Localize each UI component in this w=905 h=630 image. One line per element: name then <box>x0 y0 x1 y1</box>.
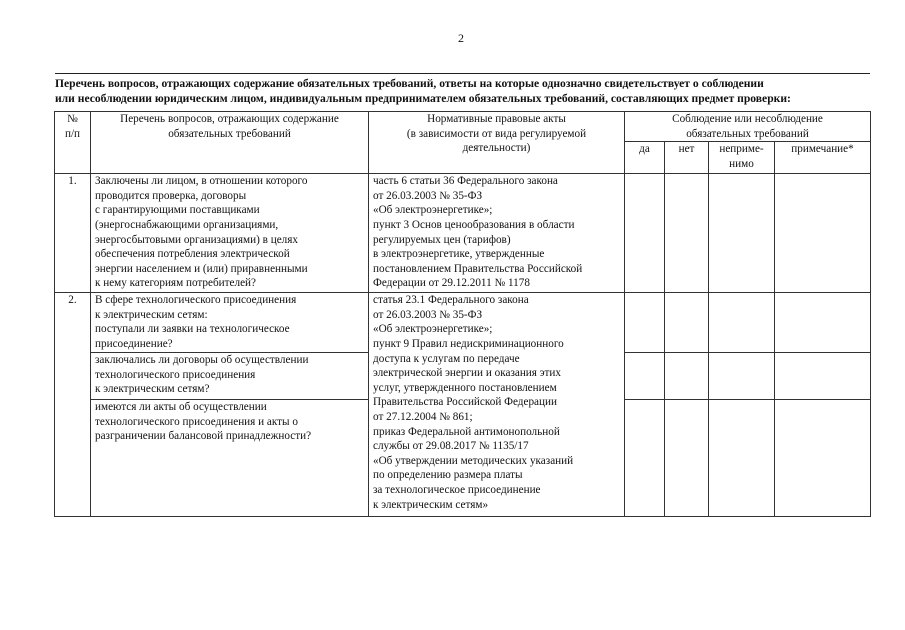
not-applicable-cell[interactable] <box>709 174 775 293</box>
legal-acts-cell: статья 23.1 Федерального закона от 26.03.2003 № 35-ФЗ «Об электроэнергетике»; пункт 9 Правил недискриминационного доступа к услугам по передаче электрической энергии и оказания этих услуг, утвержденного постановлением Правительства Российской Федерации от 27.12.2004 № 861; приказ Федеральной антимонопольной службы от 29.08.2017 № 1135/17 «Об утверждении методических указаний по определению размера платы за технологическое присоединение к электрическим сетям» <box>369 293 625 517</box>
header-no: нет <box>665 142 709 174</box>
document-heading: Перечень вопросов, отражающих содержание обязательных требований, ответы на которые однозначно свидетельствует о соблюдении или несоблюдении юридическим лицом, индивидуальным предпринимателем обязательных требований, составляющих предмет проверки: <box>55 73 870 106</box>
legal-acts-cell: часть 6 статьи 36 Федерального закона от 26.03.2003 № 35-ФЗ «Об электроэнергетике»; пункт 3 Основ ценообразования в области регулируемых цен (тарифов) в электроэнергетике, утвержденные постановлением Правительства Российской Федерации от 29.12.2011 № 1178 <box>369 174 625 293</box>
requirements-table <box>54 111 871 517</box>
yes-cell[interactable] <box>625 174 665 293</box>
note-cell[interactable] <box>775 353 871 400</box>
header-compliance: Соблюдение или несоблюдение обязательных требований <box>625 112 871 142</box>
not-applicable-cell[interactable] <box>709 400 775 517</box>
no-cell[interactable] <box>665 293 709 353</box>
note-cell[interactable] <box>775 293 871 353</box>
no-cell[interactable] <box>665 174 709 293</box>
header-note: примечание* <box>775 142 871 174</box>
note-cell[interactable] <box>775 174 871 293</box>
table-row <box>55 174 871 293</box>
header-num: № п/п <box>55 112 91 174</box>
question-cell: Заключены ли лицом, в отношении которого проводится проверка, договоры с гарантирующими поставщиками (энергоснабжающими организациями, энергосбытовыми организациями) в целях обеспечения потребления электрической энергии населением и (или) приравненными к нему категориям потребителей? <box>91 174 369 293</box>
header-not-applicable: неприме- нимо <box>709 142 775 174</box>
not-applicable-cell[interactable] <box>709 293 775 353</box>
header-yes: да <box>625 142 665 174</box>
yes-cell[interactable] <box>625 400 665 517</box>
no-cell[interactable] <box>665 400 709 517</box>
question-cell: заключались ли договоры об осуществлении технологического присоединения к электрическим сетям? <box>91 353 369 400</box>
question-cell: имеются ли акты об осуществлении технологического присоединения и акты о разграничении балансовой принадлежности? <box>91 400 369 517</box>
table-row <box>55 293 871 353</box>
question-cell: В сфере технологического присоединения к электрическим сетям: поступали ли заявки на технологическое присоединение? <box>91 293 369 353</box>
page-number: 2 <box>458 31 464 45</box>
note-cell[interactable] <box>775 400 871 517</box>
yes-cell[interactable] <box>625 293 665 353</box>
no-cell[interactable] <box>665 353 709 400</box>
not-applicable-cell[interactable] <box>709 353 775 400</box>
row-number: 1. <box>55 174 91 293</box>
row-number: 2. <box>55 293 91 517</box>
header-questions: Перечень вопросов, отражающих содержание обязательных требований <box>91 112 369 174</box>
header-acts: Нормативные правовые акты (в зависимости от вида регулируемой деятельности) <box>369 112 625 174</box>
table-header-row <box>55 112 871 142</box>
yes-cell[interactable] <box>625 353 665 400</box>
